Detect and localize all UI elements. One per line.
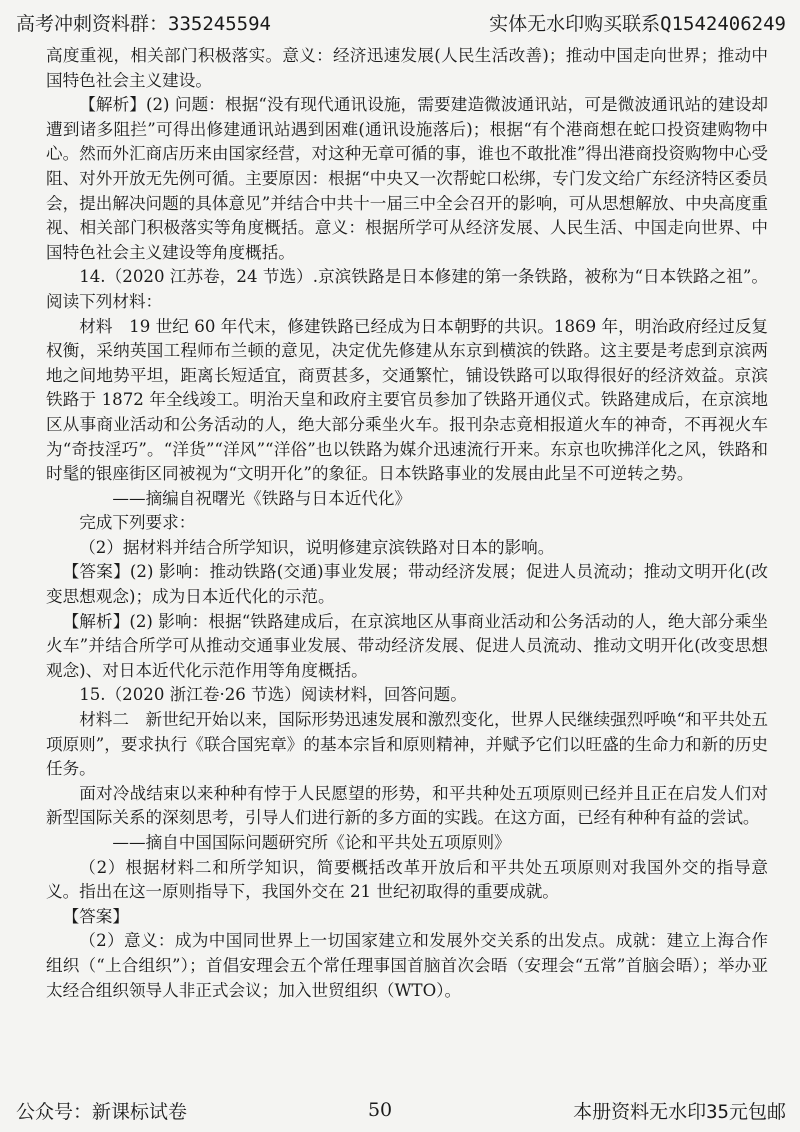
material-two-continued: 面对冷战结束以来种种有悖于人民愿望的形势，和平共种处五项原则已经并且正在启发人们对新型国际关系的深刻思考，引导人们进行新的多方面的实践。在这方面，已经有种种有益的尝试。 bbox=[46, 783, 768, 828]
material-source: ——摘编自祝曙光《铁路与日本近代化》 bbox=[112, 488, 412, 508]
document-body bbox=[46, 44, 768, 1003]
answer-15: （2）意义：成为中国同世界上一切国家建立和发展外交关系的出发点。成就：建立上海合作组织（“上合组织”）；首倡安理会五个常任理事国首脑首次会晤（安理会“五常”首脑会晤）；举办亚太经合组织领导人非正式会议；加入世贸组织（WTO）。 bbox=[46, 931, 768, 1000]
analysis-14: 【解析】(2) 影响：根据“铁路建成后，在京滨地区从事商业活动和公务活动的人，绝大部分乘坐火车”并结合所学可从推动交通事业发展、带动经济发展、促进人员流动、推动文明开化(改变思想观念)、对日本近代化示范作用等角度概括。 bbox=[46, 611, 768, 680]
header-left-text: 高考冲刺资料群：335245594 bbox=[16, 12, 271, 35]
footer-right-text: 本册资料无水印35元包邮 bbox=[573, 1100, 786, 1123]
material-two-paragraph: 材料二 新世纪开始以来，国际形势迅速发展和激烈变化，世界人民继续强烈呼唤“和平共处五项原则”，要求执行《联合国宪章》的基本宗旨和原则精神，并赋予它们以旺盛的生命力和新的历史任务。 bbox=[46, 710, 769, 779]
answer-continuation: 高度重视，相关部门积极落实。意义：经济迅速发展(人民生活改善)；推动中国走向世界；推动中国特色社会主义建设。 bbox=[46, 46, 768, 90]
page-number: 50 bbox=[367, 1099, 393, 1121]
header-right-text: 实体无水印购买联系Q1542406249 bbox=[489, 12, 786, 35]
footer-left-text: 公众号：新课标试卷 bbox=[16, 1100, 188, 1123]
page-footer bbox=[16, 1096, 786, 1124]
question-14-sub-2: （2）据材料并结合所学知识，说明修建京滨铁路对日本的影响。 bbox=[79, 537, 555, 557]
answer-14: 【答案】(2) 影响：推动铁路(交通)事业发展；带动经济发展；促进人员流动；推动文明开化(改变思想观念)；成为日本近代化的示范。 bbox=[46, 562, 768, 607]
page-header bbox=[16, 8, 786, 36]
question-15-stem: 15.（2020 浙江卷·26 节选）阅读材料，回答问题。 bbox=[79, 685, 467, 705]
analysis-paragraph: 【解析】(2) 问题：根据“没有现代通讯设施，需要建造微波通讯站，可是微波通讯站的建设却遭到诸多阻拦”可得出修建通讯站遇到困难(通讯设施落后)；根据“有个港商想在蛇口投资建购物中心。然而外汇商店历来由国家经营，对这种无章可循的事，谁也不敢批准”得出港商投资购物中心受阻、对外开放无先例可循。主要原因：根据“中央又一次帮蛇口松绑，专门发文给广东经济特区委员会，提出解决问题的具体意见”并结合中共十一届三中全会召开的影响，可从思想解放、中央高度重视、相关部门积极落实等角度概括。意义：根据所学可从经济发展、人民生活、中国走向世界、中国特色社会主义建设等角度概括。 bbox=[46, 95, 769, 262]
answer-15-label: 【答案】 bbox=[62, 906, 129, 926]
instruction-text: 完成下列要求： bbox=[79, 513, 196, 533]
question-15-sub-2: （2）根据材料二和所学知识，简要概括改革开放后和平共处五项原则对我国外交的指导意义。指出在这一原则指导下，我国外交在 21 世纪初取得的重要成就。 bbox=[46, 857, 768, 902]
material-two-source: ——摘自中国国际问题研究所《论和平共处五项原则》 bbox=[112, 833, 511, 852]
question-14-stem: 14.（2020 江苏卷，24 节选）.京滨铁路是日本修建的第一条铁路，被称为“日本铁路之祖”。阅读下列材料： bbox=[46, 267, 768, 311]
material-paragraph: 材料 19 世纪 60 年代末，修建铁路已经成为日本朝野的共识。1869 年，明治政府经过反复权衡，采纳英国工程师布兰顿的意见，决定优先修建从东京到横滨的铁路。这主要是考虑到京滨两地之间地势平坦，距离长短适宜，商贾甚多，交通繁忙，铺设铁路可以取得很好的经济效益。京滨铁路于 1872 年全线竣工。明治天皇和政府主要官员参加了铁路开通仪式。铁路建成后，在京滨地区从事商业活动和公务活动的人，绝大部分乘坐火车。报刊杂志竟相报道火车的神奇，不再视火车为“奇技淫巧”。“洋货”“洋风”“洋俗”也以铁路为媒介迅速流行开来。东京也吹拂洋化之风，铁路和时髦的银座街区同被视为“文明开化”的象征。日本铁路事业的发展由此呈不可逆转之势。 bbox=[46, 316, 768, 484]
